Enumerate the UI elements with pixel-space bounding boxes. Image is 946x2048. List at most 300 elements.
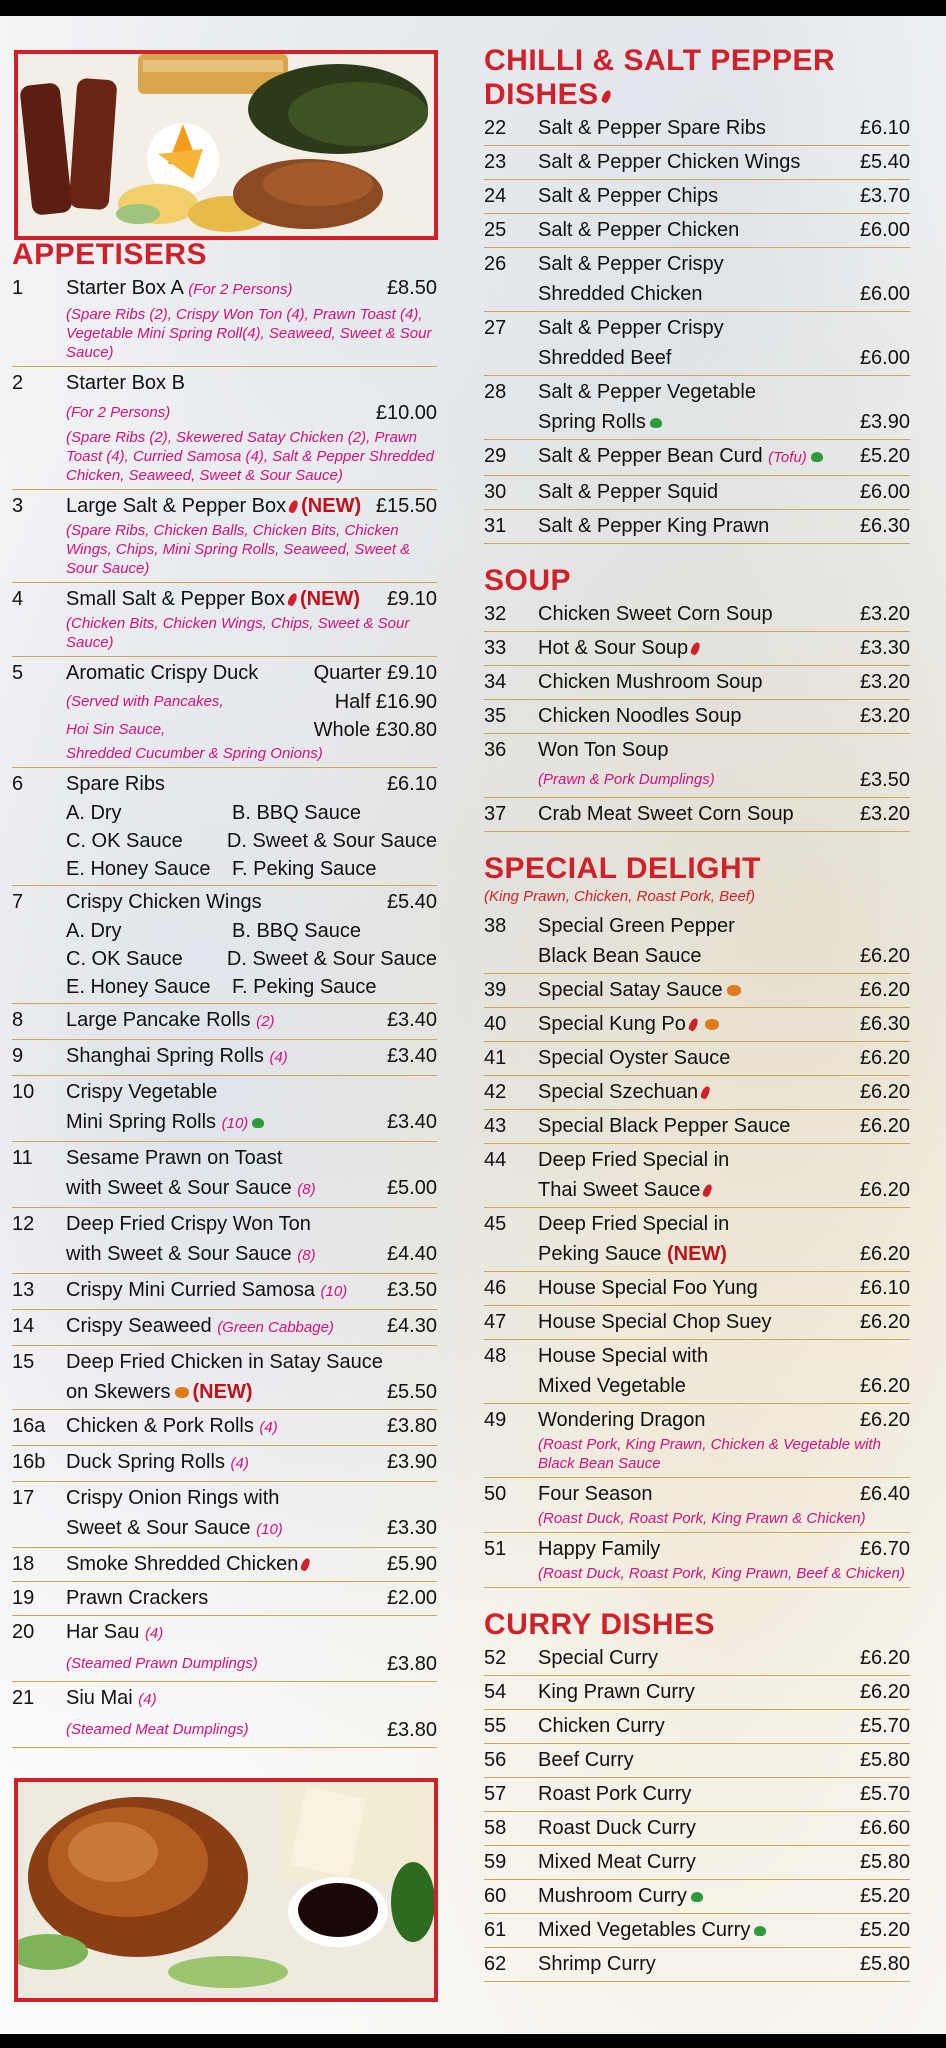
item-number: 48 xyxy=(484,1345,507,1367)
item-description: (Steamed Prawn Dumplings) xyxy=(66,1655,258,1672)
item-price: £3.50 xyxy=(859,769,910,791)
item-number: 12 xyxy=(12,1213,35,1235)
item-name: Salt & Pepper Chicken Wings xyxy=(538,151,801,173)
menu-item xyxy=(484,632,910,666)
item-price: £6.00 xyxy=(859,481,910,503)
item-number: 49 xyxy=(484,1409,507,1431)
item-number: 41 xyxy=(484,1047,507,1069)
item-name: Special Oyster Sauce xyxy=(538,1047,731,1069)
menu-item xyxy=(12,1410,437,1446)
item-number: 4 xyxy=(12,588,24,610)
item-name: Beef Curry xyxy=(538,1749,634,1771)
item-number: 40 xyxy=(484,1013,507,1035)
item-name: Roast Duck Curry xyxy=(538,1817,696,1839)
item-number: 54 xyxy=(484,1681,507,1703)
item-price: £6.60 xyxy=(859,1817,910,1839)
menu-item xyxy=(12,1208,437,1274)
item-description: (Spare Ribs (2), Crispy Won Ton (4), Prawn Toast (4), Vegetable Mini Spring Roll(4), Seaweed, Sweet & Sour Sauce) xyxy=(66,306,432,361)
item-name: Chicken Sweet Corn Soup xyxy=(538,603,773,625)
item-name: Roast Pork Curry xyxy=(538,1783,692,1805)
item-number: 1 xyxy=(12,277,24,299)
appetisers-food-photo xyxy=(14,50,438,240)
item-price: £9.10 xyxy=(386,588,437,610)
sauce-option: A. Dry xyxy=(66,920,122,942)
new-badge: (NEW) xyxy=(666,1243,727,1265)
item-price: £5.20 xyxy=(859,1885,910,1907)
menu-item xyxy=(484,1778,910,1812)
menu-item xyxy=(484,1076,910,1110)
item-price: Half £16.90 xyxy=(334,691,437,713)
item-number: 47 xyxy=(484,1311,507,1333)
item-price: £5.50 xyxy=(386,1381,437,1403)
menu-item xyxy=(12,1142,437,1208)
menu-item xyxy=(12,1616,437,1682)
item-price: £4.40 xyxy=(386,1243,437,1265)
item-name-continued: Mixed Vegetable xyxy=(538,1375,686,1397)
item-name-continued: Sweet & Sour Sauce xyxy=(66,1517,251,1539)
item-name-continued: Mini Spring Rolls xyxy=(66,1111,217,1133)
item-note: (10) xyxy=(221,1115,249,1132)
menu-item xyxy=(12,367,437,490)
item-name: Mixed Meat Curry xyxy=(538,1851,696,1873)
item-name: Chicken & Pork Rolls xyxy=(66,1415,254,1437)
item-name: Salt & Pepper Bean Curd xyxy=(538,445,763,467)
menu-item xyxy=(484,910,910,974)
menu-item xyxy=(484,1144,910,1208)
item-name: Salt & Pepper Squid xyxy=(538,481,719,503)
item-number: 32 xyxy=(484,603,507,625)
item-price: £6.20 xyxy=(859,1311,910,1333)
item-name: Starter Box B xyxy=(66,372,185,394)
item-price: Quarter £9.10 xyxy=(313,662,437,684)
item-price: £6.10 xyxy=(859,117,910,139)
item-description: (Roast Duck, Roast Pork, King Prawn & Chicken) xyxy=(538,1510,866,1527)
item-price: £6.20 xyxy=(859,1681,910,1703)
item-description: (Prawn & Pork Dumplings) xyxy=(538,771,715,788)
item-price: £6.40 xyxy=(859,1483,910,1505)
menu-item xyxy=(12,583,437,657)
curry-dishes-heading: CURRY DISHES xyxy=(484,1608,716,1641)
item-number: 5 xyxy=(12,662,24,684)
vegetarian-leaf-icon xyxy=(650,418,662,428)
item-price: £6.20 xyxy=(859,1375,910,1397)
item-note: Hoi Sin Sauce, xyxy=(66,721,166,738)
chilli-salt-heading xyxy=(484,44,910,112)
item-name: Starter Box A xyxy=(66,277,183,299)
item-description: Shredded Cucumber & Spring Onions) xyxy=(66,745,323,762)
menu-item xyxy=(484,440,910,476)
item-price: £3.80 xyxy=(386,1415,437,1437)
item-note: (4) xyxy=(259,1419,278,1436)
item-number: 28 xyxy=(484,381,507,403)
item-name: Special Green Pepper xyxy=(538,915,735,937)
item-name-continued: Spring Rolls xyxy=(538,411,646,433)
item-price: £4.30 xyxy=(386,1315,437,1337)
item-name-continued: with Sweet & Sour Sauce xyxy=(66,1177,292,1199)
item-name: Crispy Mini Curried Samosa xyxy=(66,1279,315,1301)
menu-item xyxy=(484,1208,910,1272)
chilli-icon xyxy=(702,1183,714,1198)
item-price: £3.30 xyxy=(386,1517,437,1539)
sauce-option: E. Honey Sauce xyxy=(66,976,211,998)
menu-item xyxy=(484,974,910,1008)
item-number: 29 xyxy=(484,445,507,467)
item-note: (Green Cabbage) xyxy=(217,1319,334,1336)
menu-item xyxy=(484,376,910,440)
menu-item xyxy=(12,1076,437,1142)
vegetarian-leaf-icon xyxy=(811,452,823,462)
sauce-option: F. Peking Sauce xyxy=(232,858,377,880)
item-name: Chicken Curry xyxy=(538,1715,665,1737)
item-number: 61 xyxy=(484,1919,507,1941)
item-number: 31 xyxy=(484,515,507,537)
menu-item xyxy=(12,1482,437,1548)
item-name: Siu Mai xyxy=(66,1687,133,1709)
item-number: 21 xyxy=(12,1687,35,1709)
item-number: 58 xyxy=(484,1817,507,1839)
heading-line: DISHES xyxy=(484,78,599,111)
item-name: Chicken Noodles Soup xyxy=(538,705,742,727)
item-number: 24 xyxy=(484,185,507,207)
menu-item xyxy=(484,1676,910,1710)
item-note: (10) xyxy=(256,1521,283,1538)
item-number: 8 xyxy=(12,1009,24,1031)
item-price: £3.80 xyxy=(386,1719,437,1741)
menu-item xyxy=(484,1744,910,1778)
item-name-continued: on Skewers xyxy=(66,1381,171,1403)
peanut-icon xyxy=(705,1019,719,1030)
item-price: £6.20 xyxy=(859,979,910,1001)
item-price: £6.20 xyxy=(859,1115,910,1137)
new-badge: (NEW) xyxy=(301,495,362,517)
item-number: 38 xyxy=(484,915,507,937)
item-name: Crispy Onion Rings with xyxy=(66,1487,280,1509)
menu-item xyxy=(484,700,910,734)
item-price: £6.20 xyxy=(859,1647,910,1669)
sauce-option: B. BBQ Sauce xyxy=(232,802,361,824)
right-menu-column xyxy=(484,44,910,1982)
chilli-icon xyxy=(700,1085,712,1100)
item-number: 3 xyxy=(12,495,24,517)
item-name: Mushroom Curry xyxy=(538,1885,687,1907)
item-name: Salt & Pepper Chicken xyxy=(538,219,740,241)
item-name: Happy Family xyxy=(538,1538,661,1560)
new-badge: (NEW) xyxy=(192,1381,253,1403)
menu-item xyxy=(484,146,910,180)
vegetarian-leaf-icon xyxy=(754,1926,766,1936)
menu-item xyxy=(12,1446,437,1482)
item-price: £3.20 xyxy=(859,705,910,727)
item-number: 19 xyxy=(12,1587,35,1609)
item-price: £6.30 xyxy=(859,515,910,537)
menu-item xyxy=(12,1346,437,1410)
sauce-option: E. Honey Sauce xyxy=(66,858,211,880)
menu-item xyxy=(484,598,910,632)
vegetarian-leaf-icon xyxy=(691,1892,703,1902)
chilli-icon xyxy=(300,1557,312,1572)
menu-item xyxy=(12,657,437,768)
menu-item xyxy=(12,490,437,583)
item-name: Mixed Vegetables Curry xyxy=(538,1919,751,1941)
item-note: (4) xyxy=(138,1691,157,1708)
chilli-icon xyxy=(687,1017,699,1032)
item-name: King Prawn Curry xyxy=(538,1681,695,1703)
item-number: 30 xyxy=(484,481,507,503)
sauce-option: C. OK Sauce xyxy=(66,948,183,970)
item-price: £6.00 xyxy=(859,347,910,369)
item-note: (Served with Pancakes, xyxy=(66,693,224,710)
menu-item xyxy=(12,1548,437,1582)
item-number: 44 xyxy=(484,1149,507,1171)
menu-item xyxy=(484,180,910,214)
item-number: 11 xyxy=(12,1147,33,1169)
bottom-border-bar xyxy=(0,2034,946,2048)
menu-item xyxy=(484,1478,910,1533)
chilli-icon xyxy=(287,592,299,607)
item-price: £5.70 xyxy=(859,1783,910,1805)
item-number: 7 xyxy=(12,891,24,913)
menu-item xyxy=(12,768,437,886)
menu-item xyxy=(484,1404,910,1478)
chilli-icon xyxy=(600,89,612,104)
menu-item xyxy=(484,1948,910,1982)
item-name-continued: with Sweet & Sour Sauce xyxy=(66,1243,292,1265)
item-name: House Special with xyxy=(538,1345,709,1367)
item-note: (10) xyxy=(320,1283,348,1300)
peanut-icon xyxy=(727,985,741,996)
sauce-option: B. BBQ Sauce xyxy=(232,920,361,942)
peanut-icon xyxy=(175,1387,189,1398)
item-name: Won Ton Soup xyxy=(538,739,669,761)
menu-item xyxy=(484,1340,910,1404)
item-price: £3.90 xyxy=(386,1451,437,1473)
menu-item xyxy=(484,510,910,544)
item-number: 16a xyxy=(12,1415,46,1437)
item-name: Shanghai Spring Rolls xyxy=(66,1045,264,1067)
item-name: Crab Meat Sweet Corn Soup xyxy=(538,803,794,825)
item-name: Deep Fried Crispy Won Ton xyxy=(66,1213,311,1235)
menu-item xyxy=(484,1846,910,1880)
heading-line: CHILLI & SALT PEPPER xyxy=(484,44,836,77)
item-name-continued: Thai Sweet Sauce xyxy=(538,1179,701,1201)
item-number: 33 xyxy=(484,637,507,659)
item-name: Special Black Pepper Sauce xyxy=(538,1115,791,1137)
item-number: 46 xyxy=(484,1277,507,1299)
item-note: (4) xyxy=(230,1455,249,1472)
item-price: £5.00 xyxy=(386,1177,437,1199)
item-name: Special Satay Sauce xyxy=(538,979,723,1001)
item-price: £6.70 xyxy=(859,1538,910,1560)
item-number: 34 xyxy=(484,671,507,693)
item-price: £5.80 xyxy=(859,1953,910,1975)
menu-item xyxy=(12,1040,437,1076)
item-number: 23 xyxy=(484,151,507,173)
item-name: Shrimp Curry xyxy=(538,1953,656,1975)
item-price: Whole £30.80 xyxy=(313,719,437,741)
item-number: 10 xyxy=(12,1081,35,1103)
item-description: (Spare Ribs, Chicken Balls, Chicken Bits, Chicken Wings, Chips, Mini Spring Rolls, Seaweed, Sweet & Sour Sauce) xyxy=(66,522,411,577)
item-name: Deep Fried Chicken in Satay Sauce xyxy=(66,1351,383,1373)
top-border-bar xyxy=(0,0,946,16)
chilli-icon xyxy=(288,499,300,514)
item-number: 13 xyxy=(12,1279,35,1301)
item-price: £5.80 xyxy=(859,1749,910,1771)
item-note: (Tofu) xyxy=(768,449,807,466)
item-note: (4) xyxy=(144,1625,164,1642)
menu-item xyxy=(484,798,910,832)
sauce-option: F. Peking Sauce xyxy=(232,976,377,998)
sauce-option: D. Sweet & Sour Sauce xyxy=(226,948,437,970)
menu-item xyxy=(484,1042,910,1076)
item-name: Hot & Sour Soup xyxy=(538,637,689,659)
item-number: 45 xyxy=(484,1213,507,1235)
item-name: Prawn Crackers xyxy=(66,1587,209,1609)
item-number: 42 xyxy=(484,1081,507,1103)
item-name: Duck Spring Rolls xyxy=(66,1451,225,1473)
item-number: 39 xyxy=(484,979,507,1001)
left-menu-column xyxy=(12,238,437,1748)
item-name: Smoke Shredded Chicken xyxy=(66,1553,299,1575)
item-note: (8) xyxy=(297,1247,316,1264)
menu-item xyxy=(484,214,910,248)
menu-item xyxy=(484,312,910,376)
item-name: Salt & Pepper Crispy xyxy=(538,317,724,339)
item-price: £15.50 xyxy=(375,495,437,517)
item-note: (4) xyxy=(269,1049,288,1066)
menu-item xyxy=(12,1004,437,1040)
item-price: £3.20 xyxy=(859,671,910,693)
item-number: 37 xyxy=(484,803,507,825)
item-number: 17 xyxy=(12,1487,35,1509)
item-price: £5.40 xyxy=(386,891,437,913)
item-description: (Spare Ribs (2), Skewered Satay Chicken (2), Prawn Toast (4), Curried Samosa (4), Salt & Pepper Shredded Chicken, Seaweed, Sweet & Sour Sauce) xyxy=(66,429,434,484)
menu-item xyxy=(484,1272,910,1306)
item-price: £3.30 xyxy=(859,637,910,659)
item-number: 27 xyxy=(484,317,507,339)
item-number: 18 xyxy=(12,1553,35,1575)
item-number: 60 xyxy=(484,1885,507,1907)
item-name: Salt & Pepper King Prawn xyxy=(538,515,770,537)
item-number: 52 xyxy=(484,1647,507,1669)
item-name: Salt & Pepper Crispy xyxy=(538,253,724,275)
item-description: (Chicken Bits, Chicken Wings, Chips, Sweet & Sour Sauce) xyxy=(66,615,410,651)
item-price: £6.10 xyxy=(386,773,437,795)
sauce-option: D. Sweet & Sour Sauce xyxy=(226,830,437,852)
item-name: Small Salt & Pepper Box xyxy=(66,588,285,610)
item-price: £5.70 xyxy=(859,1715,910,1737)
item-price: £3.80 xyxy=(386,1653,437,1675)
item-name-continued: Peking Sauce xyxy=(538,1243,662,1265)
menu-item xyxy=(12,272,437,367)
menu-item xyxy=(484,1306,910,1340)
item-note: (For 2 Persons) xyxy=(188,281,293,298)
item-name: Large Salt & Pepper Box xyxy=(66,495,287,517)
item-name: Salt & Pepper Vegetable xyxy=(538,381,756,403)
item-number: 15 xyxy=(12,1351,35,1373)
item-price: £3.40 xyxy=(386,1111,437,1133)
soup-heading: SOUP xyxy=(484,564,572,597)
sauce-option: A. Dry xyxy=(66,802,122,824)
item-name-continued: Shredded Chicken xyxy=(538,283,703,305)
item-price: £6.20 xyxy=(859,1047,910,1069)
item-number: 36 xyxy=(484,739,507,761)
item-price: £3.40 xyxy=(386,1045,437,1067)
duck-food-photo xyxy=(14,1778,438,2002)
item-name: Spare Ribs xyxy=(66,773,165,795)
menu-item xyxy=(484,248,910,312)
item-price: £2.00 xyxy=(386,1587,437,1609)
item-price: £5.90 xyxy=(386,1553,437,1575)
item-name: Wondering Dragon xyxy=(538,1409,706,1431)
sauce-option: C. OK Sauce xyxy=(66,830,183,852)
item-description: (Steamed Meat Dumplings) xyxy=(66,1721,249,1738)
item-price: £3.20 xyxy=(859,803,910,825)
item-name: House Special Chop Suey xyxy=(538,1311,772,1333)
item-name: Salt & Pepper Chips xyxy=(538,185,719,207)
item-price: £6.00 xyxy=(859,283,910,305)
menu-item xyxy=(12,1682,437,1748)
item-name: Four Season xyxy=(538,1483,653,1505)
item-name: Deep Fried Special in xyxy=(538,1213,730,1235)
item-number: 25 xyxy=(484,219,507,241)
menu-item xyxy=(484,1642,910,1676)
item-price: £6.10 xyxy=(859,1277,910,1299)
special-delight-heading: SPECIAL DELIGHT xyxy=(484,852,761,885)
item-price: £3.70 xyxy=(859,185,910,207)
item-number: 57 xyxy=(484,1783,507,1805)
menu-item xyxy=(12,1582,437,1616)
item-description: (Roast Pork, King Prawn, Chicken & Vegetable with Black Bean Sauce xyxy=(538,1436,881,1472)
item-name: Har Sau xyxy=(66,1621,140,1643)
item-name: Large Pancake Rolls xyxy=(66,1009,251,1031)
item-number: 59 xyxy=(484,1851,507,1873)
menu-item xyxy=(484,666,910,700)
item-price: £6.00 xyxy=(859,219,910,241)
menu-item xyxy=(484,1710,910,1744)
item-number: 6 xyxy=(12,773,24,795)
menu-item xyxy=(484,1008,910,1042)
item-note: (For 2 Persons) xyxy=(66,404,171,421)
menu-item xyxy=(484,734,910,798)
item-price: £6.20 xyxy=(859,1179,910,1201)
item-number: 14 xyxy=(12,1315,35,1337)
item-name: House Special Foo Yung xyxy=(538,1277,758,1299)
item-name: Chicken Mushroom Soup xyxy=(538,671,763,693)
item-name: Crispy Chicken Wings xyxy=(66,891,262,913)
item-number: 20 xyxy=(12,1621,35,1643)
item-price: £5.20 xyxy=(859,1919,910,1941)
vegetarian-leaf-icon xyxy=(252,1118,264,1128)
item-description: (Roast Duck, Roast Pork, King Prawn, Beef & Chicken) xyxy=(538,1565,905,1582)
item-name-continued: Black Bean Sauce xyxy=(538,945,702,967)
item-price: £6.20 xyxy=(859,1243,910,1265)
menu-item xyxy=(484,1880,910,1914)
item-number: 35 xyxy=(484,705,507,727)
menu-item xyxy=(484,1533,910,1588)
item-price: £5.40 xyxy=(859,151,910,173)
item-price: £5.80 xyxy=(859,1851,910,1873)
item-name: Special Szechuan xyxy=(538,1081,699,1103)
item-number: 26 xyxy=(484,253,507,275)
item-price: £3.40 xyxy=(386,1009,437,1031)
item-price: £6.20 xyxy=(859,1409,910,1431)
item-name: Crispy Seaweed xyxy=(66,1315,212,1337)
item-number: 56 xyxy=(484,1749,507,1771)
appetisers-heading: APPETISERS xyxy=(12,238,208,271)
item-name-continued: Shredded Beef xyxy=(538,347,672,369)
item-name: Deep Fried Special in xyxy=(538,1149,730,1171)
menu-item xyxy=(484,1914,910,1948)
